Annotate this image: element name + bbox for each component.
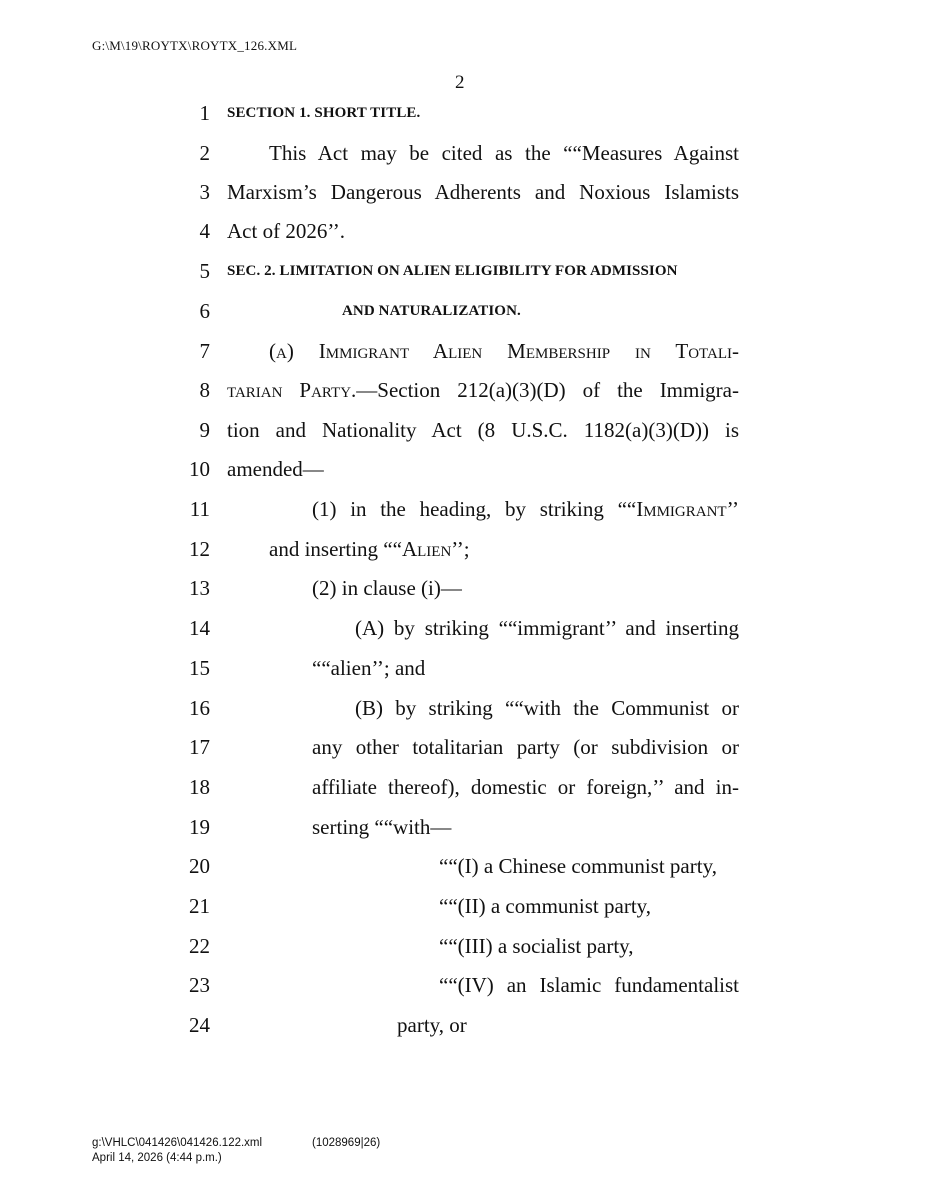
body-text: (1) in the heading, by striking ““	[312, 497, 637, 521]
body-text: ’’	[726, 497, 739, 521]
line-number: 15	[189, 656, 210, 680]
header-file-path: G:\M\19\ROYTX\ROYTX_126.XML	[92, 38, 298, 53]
line-number: 16	[189, 696, 210, 720]
body-text: and inserting ““	[269, 537, 402, 561]
line-number: 4	[199, 219, 210, 243]
line-number: 9	[199, 418, 210, 442]
footer-timestamp: April 14, 2026 (4:44 p.m.)	[92, 1152, 222, 1164]
body-line: tion and Nationality Act (8 U.S.C. 1182(a)(3)(D)) is	[227, 418, 739, 442]
line-number: 24	[189, 1013, 210, 1037]
subparagraph-line: serting ““with—	[312, 815, 452, 839]
line-number: 11	[189, 497, 210, 521]
subparagraph-line: affiliate thereof), domestic or foreign,’’ and in-	[312, 775, 739, 799]
footer-doc-id: (1028969|26)	[312, 1137, 381, 1149]
line-number: 3	[199, 180, 210, 204]
page-number: 2	[455, 72, 465, 93]
small-caps-text: Immigrant	[636, 497, 727, 521]
line-number: 14	[189, 616, 210, 640]
subsection-heading: (a) Immigrant Alien Membership in Totali-	[269, 339, 739, 363]
subclause-line: party, or	[397, 1013, 467, 1037]
subclause-line: ““(III) a socialist party,	[439, 934, 634, 958]
subclause-line: ““(IV) an Islamic fundamentalist	[439, 973, 739, 997]
line-number: 7	[199, 339, 210, 363]
body-line: amended—	[227, 457, 324, 481]
subparagraph-line: (B) by striking ““with the Communist or	[355, 696, 739, 720]
line-number: 10	[189, 457, 210, 481]
line-number: 5	[199, 259, 210, 283]
line-number: 20	[189, 854, 210, 878]
section-heading: SEC. 2. LIMITATION ON ALIEN ELIGIBILITY FOR ADMISSION	[227, 263, 678, 279]
small-caps-text: tarian Party.	[227, 378, 357, 402]
section-heading: SECTION 1. SHORT TITLE.	[227, 105, 421, 121]
subparagraph-line: any other totalitarian party (or subdivision or	[312, 735, 739, 759]
line-number: 1	[199, 101, 210, 125]
line-number: 12	[189, 537, 210, 561]
line-number: 6	[199, 299, 210, 323]
body-line	[227, 380, 739, 401]
subclause-line: ““(I) a Chinese communist party,	[439, 854, 717, 878]
line-number: 18	[189, 775, 210, 799]
line-number: 8	[199, 378, 210, 402]
line-number: 22	[189, 934, 210, 958]
line-number: 2	[199, 141, 210, 165]
line-number: 21	[189, 894, 210, 918]
body-line: This Act may be cited as the ““Measures Against	[269, 141, 739, 165]
small-caps-text: Alien	[401, 537, 452, 561]
subparagraph-line: ““alien’’; and	[312, 656, 426, 680]
paragraph-line: (2) in clause (i)—	[312, 576, 462, 600]
body-text: ’’;	[451, 537, 470, 561]
paragraph-line	[269, 539, 470, 560]
subparagraph-line: (A) by striking ““immigrant’’ and inserting	[355, 616, 739, 640]
line-number: 13	[189, 576, 210, 600]
line-number: 23	[189, 973, 210, 997]
section-heading: AND NATURALIZATION.	[342, 303, 521, 319]
footer-xml-path: g:\VHLC\041426\041426.122.xml	[92, 1137, 263, 1149]
paragraph-line	[312, 499, 739, 520]
subclause-line: ““(II) a communist party,	[439, 894, 652, 918]
line-number: 17	[189, 735, 210, 759]
body-text: —Section 212(a)(3)(D) of the Immigra-	[356, 378, 739, 402]
line-number: 19	[189, 815, 210, 839]
body-line: Act of 2026’’.	[227, 219, 345, 243]
body-line: Marxism’s Dangerous Adherents and Noxious Islamists	[227, 180, 739, 204]
